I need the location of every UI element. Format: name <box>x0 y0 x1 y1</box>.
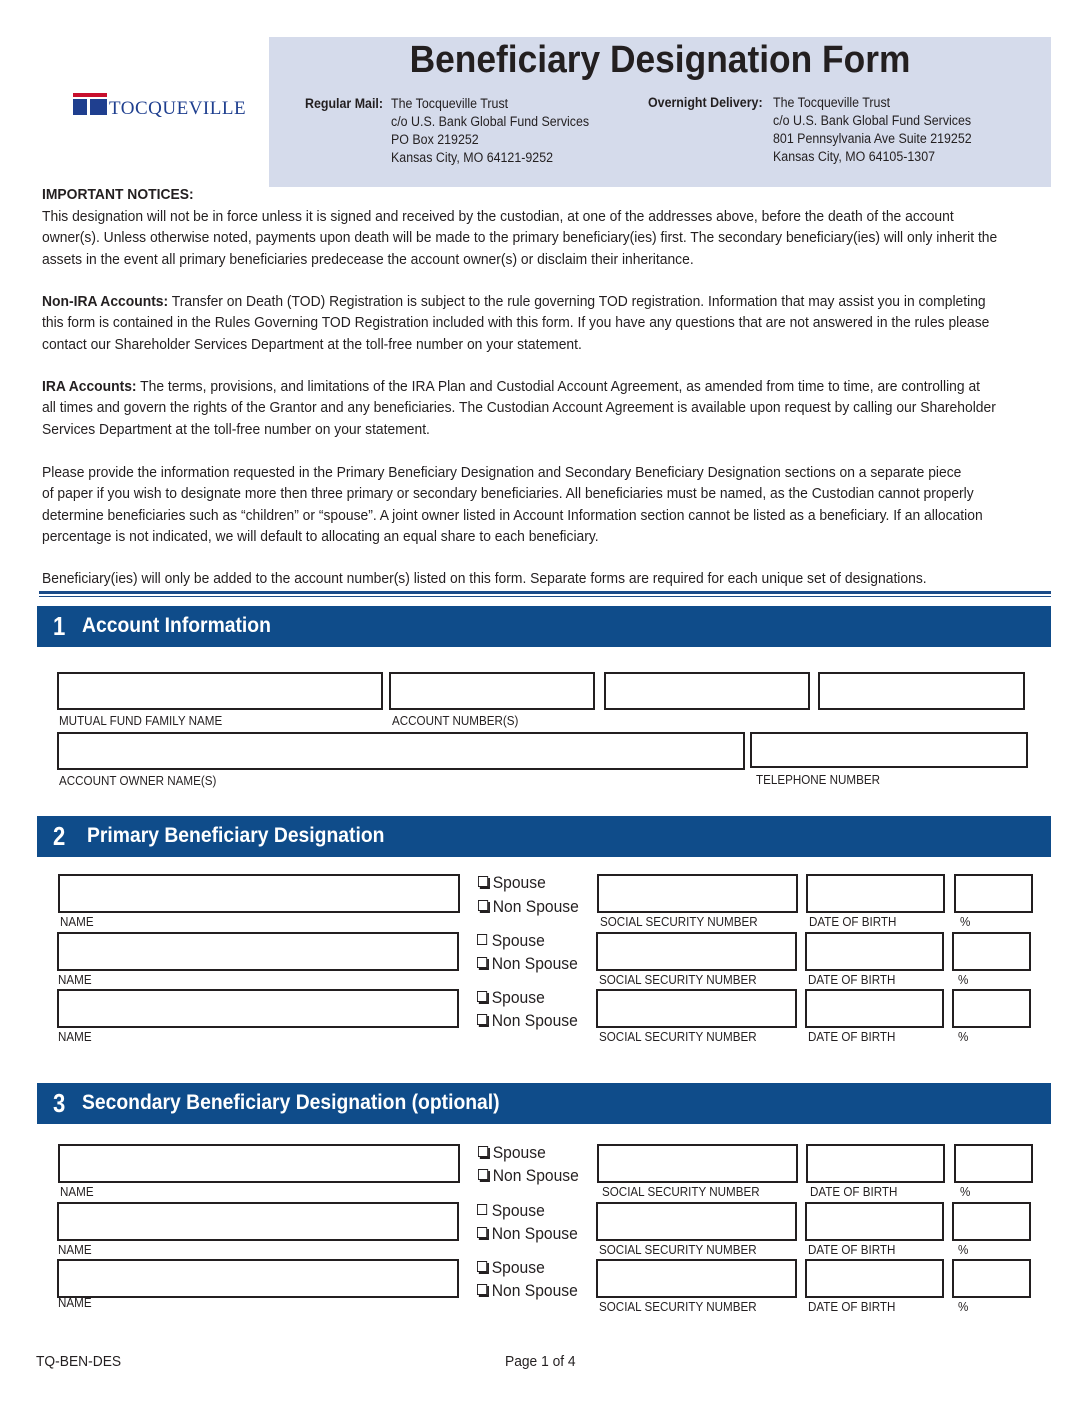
section-number: 2 <box>53 821 66 851</box>
secondary-1-name-input[interactable] <box>58 1144 460 1183</box>
primary-1-nonspouse-checkbox[interactable]: Non Spouse <box>478 897 579 917</box>
pct-label: % <box>960 915 971 929</box>
checkbox-icon <box>477 1227 487 1238</box>
primary-2-pct-input[interactable] <box>952 932 1031 971</box>
section-number: 3 <box>53 1088 66 1118</box>
dob-label: DATE OF BIRTH <box>808 1030 896 1044</box>
dob-label: DATE OF BIRTH <box>810 1185 898 1199</box>
section-title: Secondary Beneficiary Designation (optional) <box>82 1091 500 1114</box>
divider <box>39 591 1051 594</box>
secondary-1-ssn-input[interactable] <box>597 1144 798 1183</box>
dob-label: DATE OF BIRTH <box>808 1243 896 1257</box>
pct-label: % <box>958 1300 969 1314</box>
pct-label: % <box>958 1243 969 1257</box>
telephone-label: TELEPHONE NUMBER <box>756 773 881 787</box>
secondary-1-nonspouse-checkbox[interactable]: Non Spouse <box>478 1166 579 1186</box>
ssn-label: SOCIAL SECURITY NUMBER <box>600 915 758 929</box>
section-title: Primary Beneficiary Designation <box>87 824 385 847</box>
ssn-label: SOCIAL SECURITY NUMBER <box>599 1030 757 1044</box>
dob-label: DATE OF BIRTH <box>808 973 896 987</box>
checkbox-icon <box>478 876 488 887</box>
dob-label: DATE OF BIRTH <box>808 1300 896 1314</box>
regular-mail-line: c/o U.S. Bank Global Fund Services <box>391 114 590 129</box>
account-owner-name-input[interactable] <box>57 732 745 770</box>
secondary-3-ssn-input[interactable] <box>596 1259 797 1298</box>
primary-1-ssn-input[interactable] <box>597 874 798 913</box>
primary-1-spouse-checkbox[interactable]: Spouse <box>478 873 546 893</box>
section-1-header <box>37 606 1051 647</box>
regular-mail-line: Kansas City, MO 64121-9252 <box>391 150 554 165</box>
telephone-input[interactable] <box>750 732 1028 768</box>
checkbox-icon <box>478 1146 488 1157</box>
primary-1-dob-input[interactable] <box>806 874 945 913</box>
secondary-1-spouse-checkbox[interactable]: Spouse <box>478 1143 546 1163</box>
primary-2-dob-input[interactable] <box>805 932 944 971</box>
dob-label: DATE OF BIRTH <box>809 915 897 929</box>
account-number-input-2[interactable] <box>604 672 810 710</box>
page-number: Page 1 of 4 <box>505 1353 576 1370</box>
account-number-input-3[interactable] <box>818 672 1025 710</box>
overnight-delivery-label: Overnight Delivery: <box>648 95 763 110</box>
pct-label: % <box>958 1030 969 1044</box>
primary-2-nonspouse-checkbox[interactable]: Non Spouse <box>477 954 578 974</box>
primary-2-ssn-input[interactable] <box>596 932 797 971</box>
primary-2-spouse-checkbox[interactable]: Spouse <box>477 931 545 951</box>
section-3-header <box>37 1083 1051 1124</box>
primary-3-name-input[interactable] <box>57 989 459 1028</box>
secondary-3-name-input[interactable] <box>57 1259 459 1298</box>
name-label: NAME <box>60 1185 94 1199</box>
secondary-3-nonspouse-checkbox[interactable]: Non Spouse <box>477 1281 578 1301</box>
secondary-2-nonspouse-checkbox[interactable]: Non Spouse <box>477 1224 578 1244</box>
regular-mail-line: PO Box 219252 <box>391 132 479 147</box>
checkbox-icon <box>477 934 487 945</box>
pct-label: % <box>958 973 969 987</box>
secondary-2-dob-input[interactable] <box>805 1202 944 1241</box>
account-numbers-label: ACCOUNT NUMBER(S) <box>392 714 519 728</box>
section-number: 1 <box>53 611 66 641</box>
name-label: NAME <box>58 1030 92 1044</box>
ssn-label: SOCIAL SECURITY NUMBER <box>599 1243 757 1257</box>
overnight-line: Kansas City, MO 64105-1307 <box>773 149 936 164</box>
checkbox-icon <box>477 957 487 968</box>
overnight-line: 801 Pennsylvania Ave Suite 219252 <box>773 131 972 146</box>
primary-1-name-input[interactable] <box>58 874 460 913</box>
primary-3-pct-input[interactable] <box>952 989 1031 1028</box>
secondary-2-pct-input[interactable] <box>952 1202 1031 1241</box>
checkbox-icon <box>477 1204 487 1215</box>
secondary-1-dob-input[interactable] <box>806 1144 945 1183</box>
checkbox-icon <box>478 1169 488 1180</box>
secondary-2-spouse-checkbox[interactable]: Spouse <box>477 1201 545 1221</box>
checkbox-icon <box>478 900 488 911</box>
notices-heading: IMPORTANT NOTICES: <box>42 186 194 203</box>
ssn-label: SOCIAL SECURITY NUMBER <box>599 973 757 987</box>
mutual-fund-family-input[interactable] <box>57 672 383 710</box>
section-title: Account Information <box>82 614 271 637</box>
secondary-3-dob-input[interactable] <box>805 1259 944 1298</box>
notice-p5: Beneficiary(ies) will only be added to the account number(s) listed on this form. Separate forms are required for each unique set of designations. <box>42 570 927 587</box>
overnight-line: The Tocqueville Trust <box>773 95 891 110</box>
notice-ira: IRA Accounts: The terms, provisions, and limitations of the IRA Plan and Custodial Account Agreement, as amended from time to time, are controlling at all times and govern the rights of the Grantor and any beneficiaries. The Custodian Account Agreement is available upon request by calling our Shareholder Services Department at the toll-free number on your statement. <box>42 378 996 438</box>
ssn-label: SOCIAL SECURITY NUMBER <box>599 1300 757 1314</box>
primary-1-pct-input[interactable] <box>954 874 1033 913</box>
page-title: Beneficiary Designation Form <box>409 39 911 81</box>
notice-p4: Please provide the information requested in the Primary Beneficiary Designation and Secondary Beneficiary Designation sections on a separate piece of paper if you wish to designate more then three primary or secondary beneficiaries. All beneficiaries must be named, as the Custodian cannot properly determine beneficiaries such as “children” or “spouse”. A joint owner listed in Account Information section cannot be listed as a beneficiary. If an allocation percentage is not indicated, we will default to allocating an equal share to each beneficiary. <box>42 464 983 546</box>
secondary-2-ssn-input[interactable] <box>596 1202 797 1241</box>
primary-2-name-input[interactable] <box>57 932 459 971</box>
secondary-3-spouse-checkbox[interactable]: Spouse <box>477 1258 545 1278</box>
pct-label: % <box>960 1185 971 1199</box>
name-label: NAME <box>58 973 92 987</box>
name-label: NAME <box>58 1296 92 1310</box>
name-label: NAME <box>58 1243 92 1257</box>
secondary-1-pct-input[interactable] <box>954 1144 1033 1183</box>
secondary-3-pct-input[interactable] <box>952 1259 1031 1298</box>
account-number-input-1[interactable] <box>389 672 595 710</box>
owner-name-label: ACCOUNT OWNER NAME(S) <box>59 774 217 788</box>
fund-family-label: MUTUAL FUND FAMILY NAME <box>59 714 223 728</box>
logo-mark-icon <box>73 93 107 115</box>
section-2-header <box>37 816 1051 857</box>
logo-text: TOCQUEVILLE <box>109 98 247 119</box>
form-code: TQ-BEN-DES <box>36 1353 122 1370</box>
checkbox-icon <box>477 1014 487 1025</box>
notice-non-ira: Non-IRA Accounts: Transfer on Death (TOD) Registration is subject to the rule governing TOD registration. Information that may assist you in completing this form is contained in the Rules Governing TOD Registration included with this form. If you have any questions that are not answered in the rules please contact our Shareholder Services Department at the toll-free number on your statement. <box>42 293 990 353</box>
primary-3-nonspouse-checkbox[interactable]: Non Spouse <box>477 1011 578 1031</box>
primary-3-ssn-input[interactable] <box>596 989 797 1028</box>
primary-3-spouse-checkbox[interactable]: Spouse <box>477 988 545 1008</box>
ssn-label: SOCIAL SECURITY NUMBER <box>602 1185 760 1199</box>
notice-p1: This designation will not be in force unless it is signed and received by the custodian, at one of the addresses above, before the death of the account owner(s). Unless otherwise noted, payments upon death will be made to the primary beneficiary(ies) first. The secondary beneficiary(ies) will only inherit the assets in the event all primary beneficiaries predecease the account owner(s) or disclaim their inheritance. <box>42 208 998 268</box>
checkbox-icon <box>477 1284 487 1295</box>
secondary-2-name-input[interactable] <box>57 1202 459 1241</box>
overnight-line: c/o U.S. Bank Global Fund Services <box>773 113 972 128</box>
tocqueville-logo <box>73 93 248 123</box>
divider <box>39 596 1051 597</box>
regular-mail-line: The Tocqueville Trust <box>391 96 509 111</box>
name-label: NAME <box>60 915 94 929</box>
regular-mail-label: Regular Mail: <box>305 96 383 111</box>
checkbox-icon <box>477 1261 487 1272</box>
checkbox-icon <box>477 991 487 1002</box>
primary-3-dob-input[interactable] <box>805 989 944 1028</box>
